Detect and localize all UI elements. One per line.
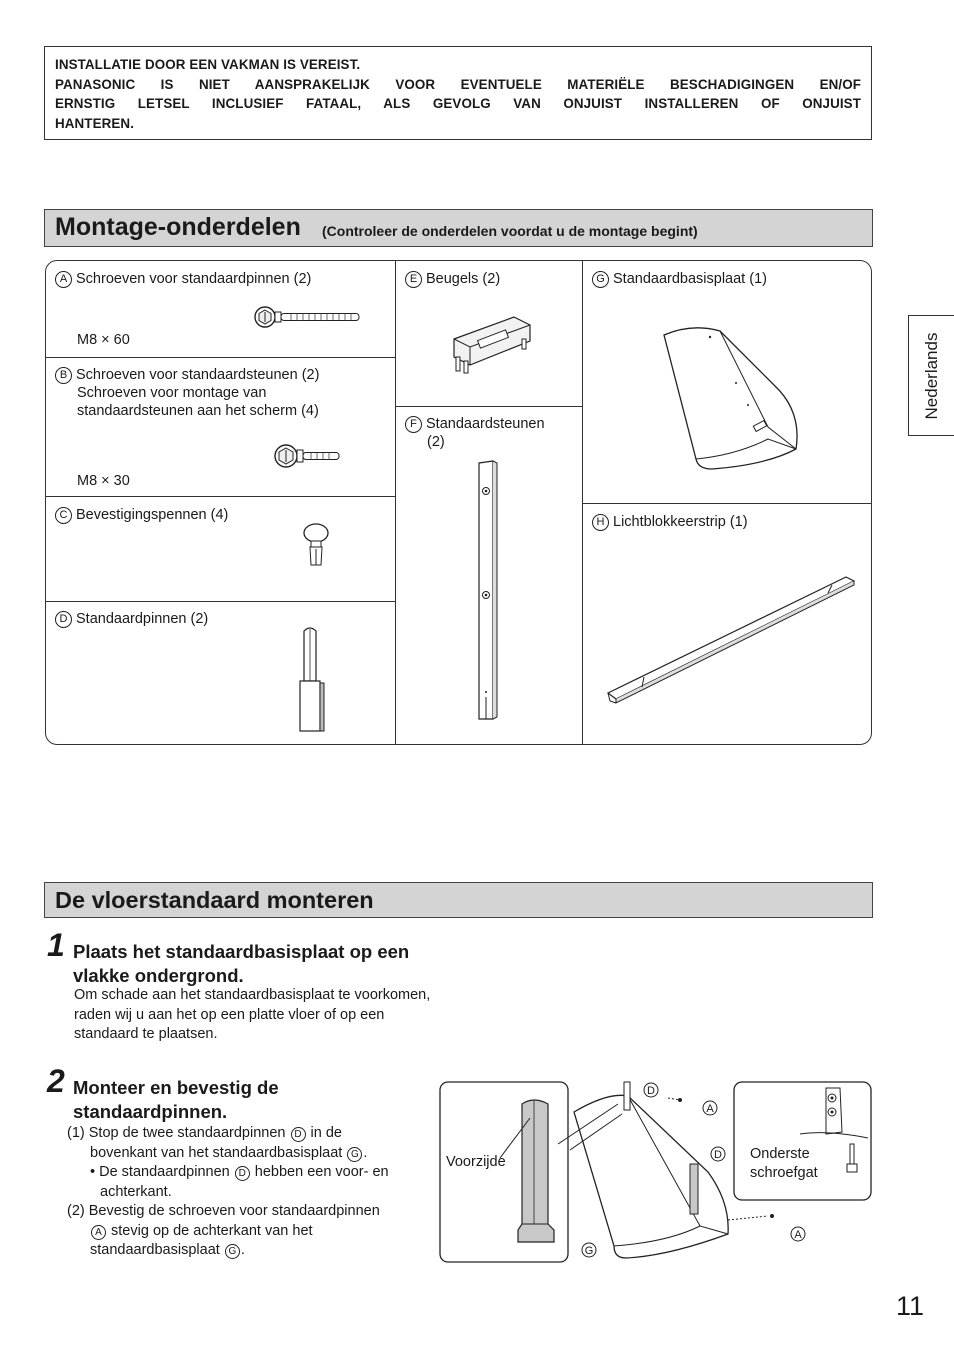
part-d-ref: D	[291, 1127, 306, 1142]
part-f-label	[405, 415, 545, 433]
warning-line-2: PANASONIC IS NIET AANSPRAKELIJK VOOR EVENTUELE MATERIËLE BESCHADIGINGEN EN/OF	[55, 76, 861, 92]
part-b-name-1: Schroeven voor standaardsteunen (2)	[76, 367, 320, 383]
step-1-body-line-3: standaard te plaatsen.	[74, 1026, 218, 1042]
bullet-text: • De standaardpinnen	[90, 1164, 230, 1180]
step-2-sub-2-line-3	[67, 1241, 437, 1261]
part-g-ref: G	[347, 1147, 362, 1162]
step-2-bullet-line-1	[67, 1163, 437, 1183]
part-a-spec: M8 × 60	[77, 332, 130, 348]
callout-d-top: D	[647, 1085, 655, 1097]
period: .	[240, 1242, 245, 1258]
callout-a-bottom: A	[794, 1229, 802, 1241]
callout-a-top: A	[706, 1103, 714, 1115]
page-number: 11	[896, 1291, 925, 1321]
sub-step-number: (1)	[67, 1125, 85, 1141]
part-c-label	[55, 506, 228, 524]
part-b-name-3: standaardsteunen aan het scherm (4)	[77, 403, 319, 419]
grid-divider	[46, 496, 395, 497]
assembly-section-title: De vloerstandaard monteren	[55, 887, 374, 913]
part-b-spec: M8 × 30	[77, 473, 130, 489]
step-2-sub-1-line-1	[67, 1124, 437, 1144]
warning-line-1: INSTALLATIE DOOR EEN VAKMAN IS VEREIST.	[55, 57, 361, 72]
part-g-label	[592, 270, 767, 288]
part-a-name: Schroeven voor standaardpinnen (2)	[76, 271, 312, 287]
step-1-heading-line-1: Plaats het standaardbasisplaat op een	[73, 941, 410, 962]
fixing-pin-illustration	[301, 521, 331, 569]
step-2-bullet-line-2: achterkant.	[100, 1183, 172, 1200]
warning-line-4: HANTEREN.	[55, 115, 135, 131]
part-h-marker: H	[592, 514, 609, 531]
callout-d-right: D	[714, 1149, 722, 1161]
step-1-number: 1	[47, 927, 65, 963]
period: .	[363, 1144, 368, 1161]
part-a-label	[55, 270, 311, 288]
assembly-section-header	[44, 882, 873, 918]
step-1-body	[74, 986, 430, 1045]
sub-step-text: standaardbasisplaat	[90, 1242, 220, 1258]
step-2-heading-line-1: Monteer en bevestig de	[73, 1077, 279, 1098]
sub-step-text: in de	[310, 1125, 342, 1141]
stand-pin-assembly-figure	[438, 1074, 874, 1264]
front-label: Voorzijde	[446, 1154, 506, 1170]
part-b-label	[55, 366, 319, 384]
grid-divider	[46, 357, 395, 358]
sub-step-text: stevig op de achterkant van het	[111, 1222, 313, 1239]
step-2-body	[67, 1124, 437, 1261]
sub-step-text: Stop de twee standaardpinnen	[88, 1125, 286, 1141]
part-g-name: Standaardbasisplaat (1)	[613, 271, 767, 287]
part-d-name: Standaardpinnen (2)	[76, 611, 209, 627]
step-1-body-line-2: raden wij u aan het op een platte vloer of op een	[74, 1006, 385, 1023]
step-2-sub-2-line-1	[67, 1202, 437, 1222]
stand-pin-illustration	[292, 623, 332, 739]
grid-divider	[395, 261, 396, 745]
language-tab-label: Nederlands	[921, 332, 941, 419]
parts-table	[45, 260, 872, 745]
step-2-number: 2	[47, 1063, 65, 1099]
part-g-ref: G	[225, 1244, 240, 1259]
part-h-label	[592, 513, 748, 531]
hole-detail-box	[734, 1082, 871, 1200]
part-g-marker: G	[592, 271, 609, 288]
parts-section-title: Montage-onderdelen	[55, 213, 301, 241]
part-c-marker: C	[55, 507, 72, 524]
part-f-name-1: Standaardsteunen	[426, 416, 545, 432]
part-d-ref: D	[235, 1166, 250, 1181]
step-2-heading-line-2: standaardpinnen.	[73, 1101, 228, 1122]
part-a-ref: A	[91, 1225, 106, 1240]
part-b-marker: B	[55, 367, 72, 384]
part-d-label	[55, 610, 208, 628]
step-1-heading-line-2: vlakke ondergrond.	[73, 965, 244, 986]
warning-line-3: ERNSTIG LETSEL INCLUSIEF FATAAL, ALS GEVOLG VAN ONJUIST INSTALLEREN OF ONJUIST	[55, 96, 861, 111]
grid-divider	[395, 406, 582, 407]
part-a-marker: A	[55, 271, 72, 288]
parts-section-header	[44, 209, 873, 247]
part-c-name: Bevestigingspennen (4)	[76, 507, 229, 523]
parts-section-note: (Controleer de onderdelen voordat u de montage begint)	[322, 223, 698, 239]
sub-step-number: (2)	[67, 1203, 85, 1219]
part-d-marker: D	[55, 611, 72, 628]
part-e-name: Beugels (2)	[426, 271, 501, 287]
sub-step-text: Bevestig de schroeven voor standaardpinnen	[88, 1203, 380, 1219]
part-b-name-2: Schroeven voor montage van	[77, 385, 267, 401]
step-2-heading	[73, 1076, 279, 1124]
screw-m8x30-illustration	[271, 441, 343, 471]
light-block-strip-illustration	[602, 569, 858, 705]
sub-step-text: bovenkant van het standaardbasisplaat	[90, 1144, 343, 1161]
step-1-heading	[73, 940, 409, 988]
stand-base-plate-illustration	[656, 319, 806, 479]
callout-g: G	[584, 1245, 594, 1257]
step-1-body-line-1: Om schade aan het standaardbasisplaat te voorkomen,	[74, 987, 431, 1003]
step-2-sub-2-line-2	[67, 1222, 437, 1242]
hole-label-line-2: schroefgat	[750, 1165, 818, 1181]
screw-m8x60-illustration	[251, 303, 363, 331]
stand-support-illustration	[471, 457, 507, 723]
bracket-illustration	[444, 309, 536, 379]
part-f-name-2: (2)	[427, 434, 445, 450]
part-f-marker: F	[405, 416, 422, 433]
part-e-label	[405, 270, 500, 288]
grid-divider	[582, 503, 872, 504]
installation-warning	[44, 46, 872, 140]
part-e-marker: E	[405, 271, 422, 288]
bullet-text: hebben een voor- en	[254, 1164, 389, 1180]
grid-divider	[46, 601, 395, 602]
language-tab	[908, 315, 954, 436]
part-h-name: Lichtblokkeerstrip (1)	[613, 514, 748, 530]
step-2-sub-1-line-2	[67, 1144, 437, 1164]
hole-label-line-1: Onderste	[750, 1146, 810, 1162]
